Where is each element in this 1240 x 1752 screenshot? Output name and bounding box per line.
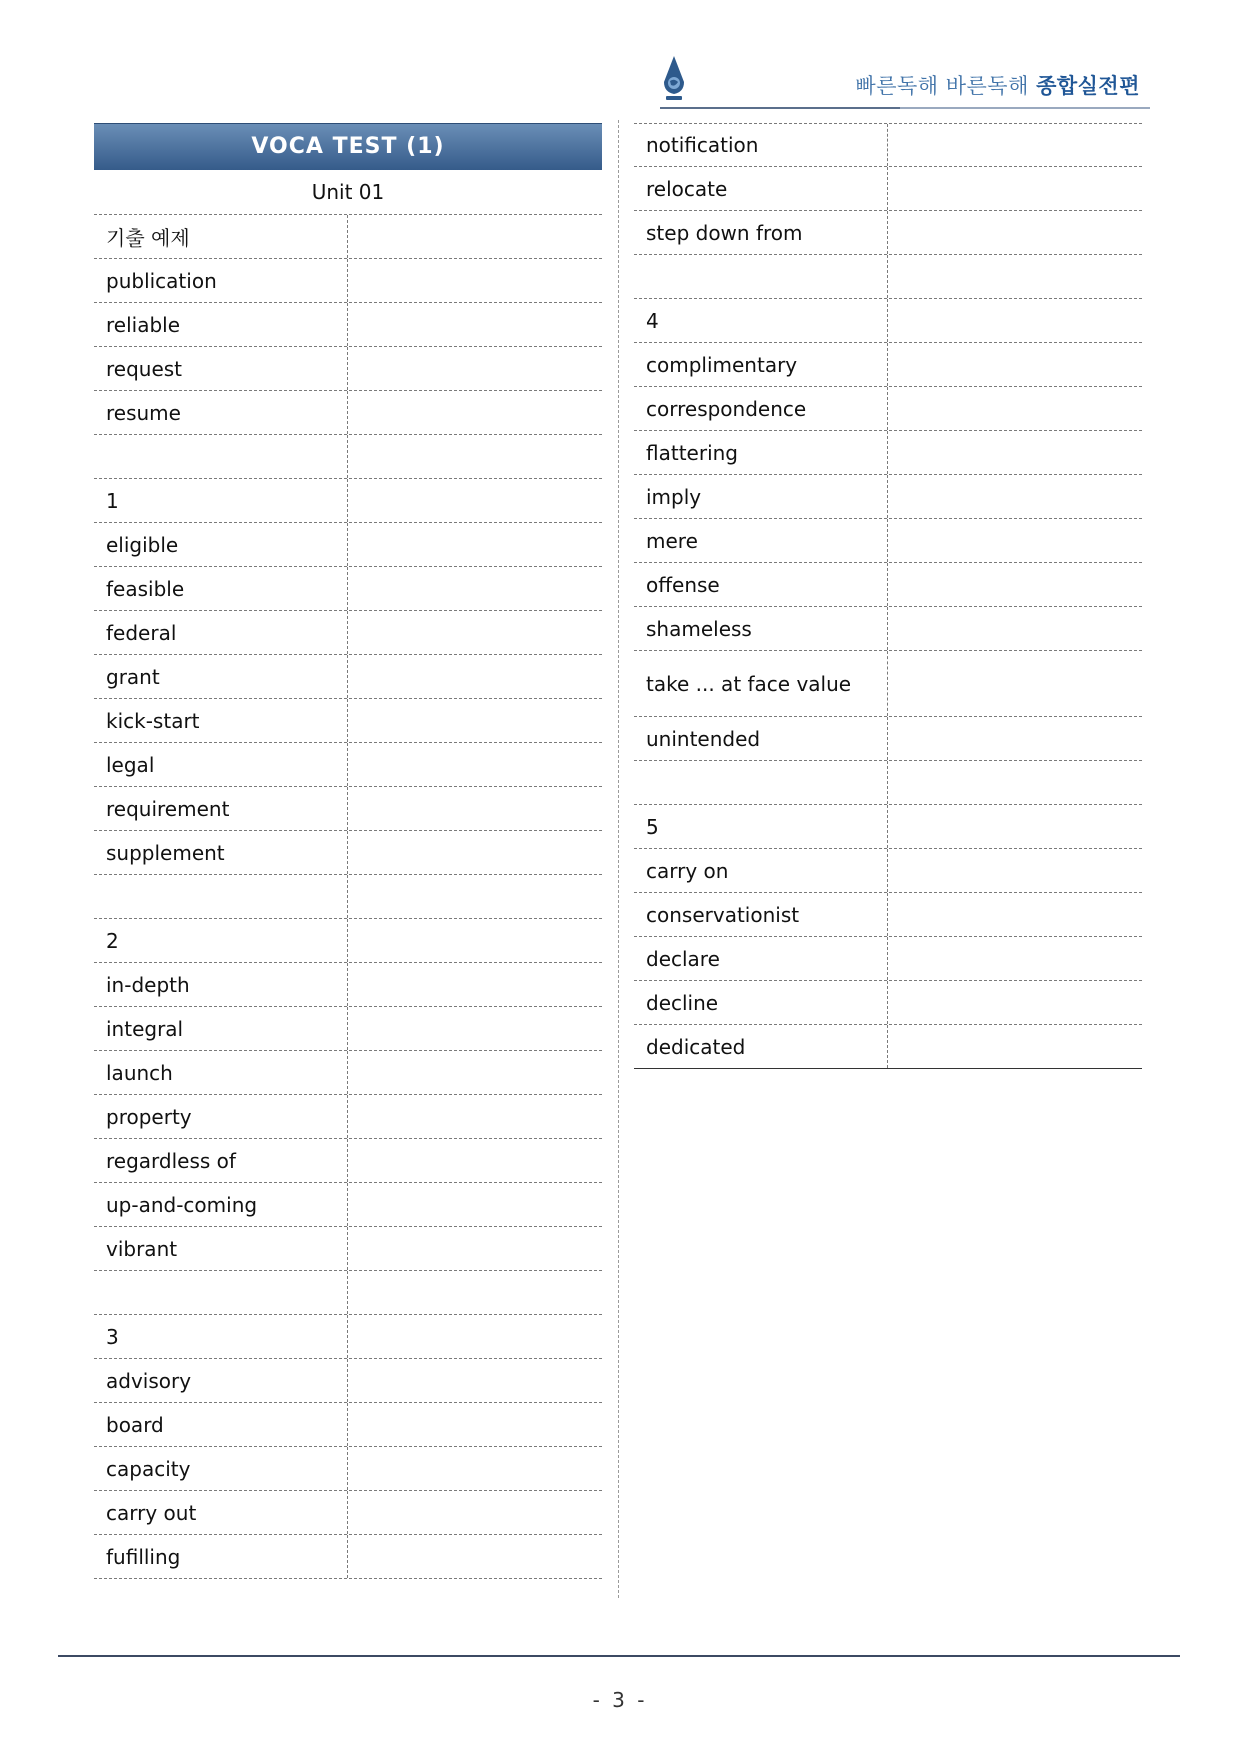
vocab-row xyxy=(94,1447,602,1491)
vocab-row xyxy=(634,519,1142,563)
vocab-term: conservationist xyxy=(634,893,888,936)
vocab-term: unintended xyxy=(634,717,888,760)
vocab-term: notification xyxy=(634,124,888,166)
answer-blank[interactable] xyxy=(348,1403,602,1446)
right-vocab-table xyxy=(634,123,1142,1069)
vocab-row xyxy=(94,611,602,655)
vocab-term: up-and-coming xyxy=(94,1183,348,1226)
vocab-row xyxy=(94,919,602,963)
page-number: - 3 - xyxy=(592,1688,648,1712)
answer-blank[interactable] xyxy=(348,919,602,962)
header-rule-light xyxy=(900,107,1150,109)
vocab-row xyxy=(94,259,602,303)
vocab-term: mere xyxy=(634,519,888,562)
vocab-row xyxy=(94,523,602,567)
answer-blank[interactable] xyxy=(888,1025,1142,1068)
vocab-row xyxy=(94,743,602,787)
answer-blank[interactable] xyxy=(348,1535,602,1578)
answer-blank[interactable] xyxy=(348,1183,602,1226)
answer-blank[interactable] xyxy=(348,743,602,786)
answer-blank[interactable] xyxy=(348,831,602,874)
vocab-term: capacity xyxy=(94,1447,348,1490)
vocab-row xyxy=(94,1051,602,1095)
vocab-term: grant xyxy=(94,655,348,698)
book-title-main: 빠른독해 바른독해 xyxy=(855,74,1029,98)
vocab-row xyxy=(94,655,602,699)
answer-blank[interactable] xyxy=(348,391,602,434)
vocab-row xyxy=(634,937,1142,981)
vocab-row xyxy=(94,391,602,435)
pen-nib-globe-icon xyxy=(660,56,688,106)
vocab-row xyxy=(94,1535,602,1579)
answer-blank[interactable] xyxy=(348,1271,602,1314)
vocab-term: carry on xyxy=(634,849,888,892)
vocab-row xyxy=(634,431,1142,475)
answer-blank[interactable] xyxy=(348,259,602,302)
answer-blank[interactable] xyxy=(888,805,1142,848)
answer-blank[interactable] xyxy=(348,963,602,1006)
vocab-row xyxy=(634,563,1142,607)
answer-blank[interactable] xyxy=(888,343,1142,386)
vocab-term: regardless of xyxy=(94,1139,348,1182)
vocab-term xyxy=(94,435,348,478)
vocab-term: reliable xyxy=(94,303,348,346)
answer-blank[interactable] xyxy=(888,937,1142,980)
vocab-row xyxy=(94,567,602,611)
vocab-term: declare xyxy=(634,937,888,980)
answer-blank[interactable] xyxy=(888,431,1142,474)
vocab-term: take ... at face value xyxy=(634,651,888,716)
vocab-row xyxy=(634,475,1142,519)
vocab-row xyxy=(94,347,602,391)
vocab-term: legal xyxy=(94,743,348,786)
vocab-row xyxy=(634,893,1142,937)
vocab-term: 4 xyxy=(634,299,888,342)
vocab-row xyxy=(94,699,602,743)
vocab-row xyxy=(94,1007,602,1051)
vocab-row xyxy=(634,387,1142,431)
vocab-term xyxy=(634,761,888,804)
answer-blank[interactable] xyxy=(348,523,602,566)
answer-blank[interactable] xyxy=(888,299,1142,342)
vocab-row xyxy=(94,1271,602,1315)
vocab-row xyxy=(94,215,602,259)
book-title xyxy=(855,70,1140,100)
answer-blank[interactable] xyxy=(348,1315,602,1358)
voca-test-title: VOCA TEST (1) xyxy=(94,123,602,170)
vocab-term: publication xyxy=(94,259,348,302)
page-header xyxy=(660,56,1150,112)
answer-blank[interactable] xyxy=(888,893,1142,936)
vocab-row xyxy=(634,849,1142,893)
vocab-row xyxy=(94,435,602,479)
answer-blank[interactable] xyxy=(348,1051,602,1094)
vocab-row xyxy=(634,651,1142,717)
vocab-row xyxy=(634,1025,1142,1069)
answer-blank[interactable] xyxy=(888,124,1142,166)
vocab-row xyxy=(94,831,602,875)
column-divider xyxy=(618,120,619,1598)
vocab-row xyxy=(94,303,602,347)
vocab-term: flattering xyxy=(634,431,888,474)
vocab-term: imply xyxy=(634,475,888,518)
vocab-row xyxy=(634,211,1142,255)
answer-blank[interactable] xyxy=(888,981,1142,1024)
answer-blank[interactable] xyxy=(888,519,1142,562)
answer-blank[interactable] xyxy=(348,567,602,610)
vocab-row xyxy=(634,607,1142,651)
vocab-term: property xyxy=(94,1095,348,1138)
answer-blank[interactable] xyxy=(348,1447,602,1490)
answer-blank[interactable] xyxy=(888,563,1142,606)
vocab-term: board xyxy=(94,1403,348,1446)
vocab-row xyxy=(94,875,602,919)
footer-rule xyxy=(58,1655,1180,1657)
answer-blank[interactable] xyxy=(348,1007,602,1050)
vocab-term: fufilling xyxy=(94,1535,348,1578)
answer-blank[interactable] xyxy=(888,849,1142,892)
answer-blank[interactable] xyxy=(888,255,1142,298)
answer-blank[interactable] xyxy=(348,347,602,390)
vocab-row xyxy=(634,981,1142,1025)
vocab-row xyxy=(94,1183,602,1227)
vocab-term: relocate xyxy=(634,167,888,210)
answer-blank[interactable] xyxy=(348,1139,602,1182)
vocab-term: correspondence xyxy=(634,387,888,430)
answer-blank[interactable] xyxy=(348,479,602,522)
vocab-row xyxy=(634,761,1142,805)
header-rule xyxy=(660,107,900,109)
vocab-term: 3 xyxy=(94,1315,348,1358)
vocab-term: step down from xyxy=(634,211,888,254)
vocab-term: eligible xyxy=(94,523,348,566)
answer-blank[interactable] xyxy=(348,655,602,698)
vocab-term: feasible xyxy=(94,567,348,610)
unit-label: Unit 01 xyxy=(94,170,602,215)
book-title-edition: 종합실전편 xyxy=(1036,74,1140,98)
vocab-row xyxy=(94,1315,602,1359)
vocab-term: vibrant xyxy=(94,1227,348,1270)
vocab-term xyxy=(634,255,888,298)
vocab-term: integral xyxy=(94,1007,348,1050)
answer-blank[interactable] xyxy=(348,787,602,830)
answer-blank[interactable] xyxy=(888,211,1142,254)
left-column xyxy=(94,123,602,1579)
vocab-term: offense xyxy=(634,563,888,606)
vocab-row xyxy=(634,299,1142,343)
vocab-term: requirement xyxy=(94,787,348,830)
vocab-term: 2 xyxy=(94,919,348,962)
vocab-term: decline xyxy=(634,981,888,1024)
right-column xyxy=(634,123,1142,1069)
vocab-term: shameless xyxy=(634,607,888,650)
vocab-row xyxy=(94,1403,602,1447)
answer-blank[interactable] xyxy=(888,167,1142,210)
answer-blank[interactable] xyxy=(348,699,602,742)
answer-blank[interactable] xyxy=(888,717,1142,760)
vocab-row xyxy=(94,479,602,523)
vocab-term: launch xyxy=(94,1051,348,1094)
answer-blank[interactable] xyxy=(348,875,602,918)
vocab-row xyxy=(634,123,1142,167)
vocab-row xyxy=(634,167,1142,211)
vocab-term: request xyxy=(94,347,348,390)
answer-blank[interactable] xyxy=(888,387,1142,430)
answer-blank[interactable] xyxy=(348,435,602,478)
vocab-term: in-depth xyxy=(94,963,348,1006)
answer-blank[interactable] xyxy=(348,611,602,654)
answer-blank[interactable] xyxy=(348,1227,602,1270)
vocab-row xyxy=(94,1359,602,1403)
answer-blank[interactable] xyxy=(348,1095,602,1138)
answer-blank[interactable] xyxy=(348,1491,602,1534)
vocab-row xyxy=(94,1095,602,1139)
answer-blank[interactable] xyxy=(348,1359,602,1402)
left-vocab-table xyxy=(94,215,602,1579)
vocab-term: complimentary xyxy=(634,343,888,386)
vocab-row xyxy=(94,787,602,831)
vocab-term: carry out xyxy=(94,1491,348,1534)
vocab-term: dedicated xyxy=(634,1025,888,1068)
vocab-term: 기출 예제 xyxy=(94,215,348,258)
vocab-row xyxy=(634,255,1142,299)
vocab-term: 5 xyxy=(634,805,888,848)
vocab-term xyxy=(94,875,348,918)
vocab-term: kick-start xyxy=(94,699,348,742)
vocab-term: 1 xyxy=(94,479,348,522)
vocab-row xyxy=(94,1227,602,1271)
answer-blank[interactable] xyxy=(888,607,1142,650)
vocab-term: federal xyxy=(94,611,348,654)
answer-blank[interactable] xyxy=(888,651,1142,716)
vocab-row xyxy=(94,963,602,1007)
vocab-row xyxy=(634,343,1142,387)
vocab-term: resume xyxy=(94,391,348,434)
answer-blank[interactable] xyxy=(348,215,602,258)
vocab-row xyxy=(634,717,1142,761)
vocab-row xyxy=(634,805,1142,849)
vocab-term: advisory xyxy=(94,1359,348,1402)
vocab-row xyxy=(94,1491,602,1535)
vocab-term: supplement xyxy=(94,831,348,874)
answer-blank[interactable] xyxy=(888,761,1142,804)
vocab-term xyxy=(94,1271,348,1314)
answer-blank[interactable] xyxy=(348,303,602,346)
vocab-row xyxy=(94,1139,602,1183)
answer-blank[interactable] xyxy=(888,475,1142,518)
